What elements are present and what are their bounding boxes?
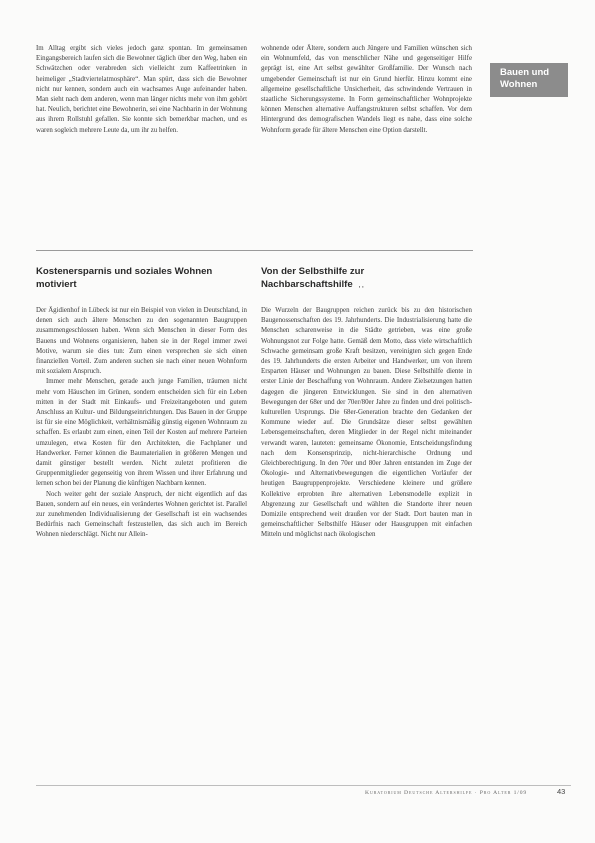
heading-text: Nachbarschaftshilfe [261, 278, 353, 290]
heading-line: Kostenersparnis und soziales Wohnen [36, 266, 213, 277]
section-heading-left [36, 266, 247, 291]
body-right-column [261, 306, 472, 541]
paragraph: wohnende oder Ältere, sondern auch Jüngere und Familien wünschen sich ein Wohnumfeld, das von menschlicher Nähe und gegenseitiger Hilfe geprägt ist, eine Art selbst gewählter Großfamilie. Der Wunsch nach umgebender Gemeinschaft ist nur ein Grund hierfür. Hinzu kommt eine allgemeine gesellschaftliche Unsicherheit, das schwindende Vertrauen in staatliche Sicherungssysteme. In Form gemeinschaftlicher Wohnprojekte können Menschen alternative Auffangstrukturen selbst schaffen. Vor dem Hintergrund des demografischen Wandels liegt es nahe, dass eine solche Wohnform gerade für ältere Menschen eine Option darstellt. [261, 45, 472, 134]
footer-divider [36, 785, 571, 786]
footer-source: Kuratorium Deutsche Altershilfe · Pro Alter 1/09 [365, 790, 528, 796]
stray-marks: ‚ ‚ [358, 282, 364, 289]
body-left-column [36, 306, 247, 541]
paragraph: Noch weiter geht der soziale Anspruch, der nicht eigentlich auf das Bauen, sondern auf ein neues, ein verändertes Wohnen gerichtet ist. Parallel zur zunehmenden Individualisierung der Gesellschaft ist ein wachsendes Bedürfnis nach Gemeinschaft festzustellen, das sich auch im Bereich Wohnen niederschlägt. Nicht nur Allein- [36, 490, 247, 539]
heading-line [261, 279, 472, 293]
paragraph: Im Alltag ergibt sich vieles jedoch ganz spontan. Im gemeinsamen Eingangsbereich laufen sich die Bewohner täglich über den Weg, haben ein Schwätzchen oder verabreden sich vielleicht zum Kaffeetrinken in heimeliger „Stadtviertelatmosphäre“. Man spürt, dass sich die Bewohner nicht nur kennen, sondern auch ein wachsames Auge aufeinander haben. Man sieht nach dem anderen, wenn man länger nichts mehr von ihm gehört hat. Neulich, berichtet eine Bewohnerin, sei eine Nachbarin in der Wohnung aus ihrem Rollstuhl gefallen. Sie konnte sich bemerkbar machen, und es waren sogleich mehrere Leute da, um ihr zu helfen. [36, 45, 247, 134]
section-tab [490, 63, 568, 97]
paragraph: Der Ägidienhof in Lübeck ist nur ein Beispiel von vielen in Deutschland, in denen sich auch ältere Menschen zu den sogenannten Baugruppen zusammengeschlossen haben. Wenn sich Menschen in dieser Form des Bauens und Wohnens organisieren, haben sie in der Regel immer zwei Motive, warum sie dies tun: Zum einen versprechen sie sich einen finanziellen Vorteil. Zum anderen suchen sie nach einer neuen Wohnform mit sozialem Anspruch. [36, 307, 247, 376]
heading-line: Von der Selbsthilfe zur [261, 266, 365, 277]
section-divider [36, 250, 473, 251]
top-right-column [261, 44, 472, 136]
section-tab-line-1: Bauen und [500, 67, 550, 78]
paragraph: Die Wurzeln der Baugruppen reichen zurück bis zu den historischen Baugenossenschaften des 19. Jahrhunderts. Die Industrialisierung hatte die Menschen scharenweise in die Städte getrieben, was eine große Wohnungsnot zur Folge hatte. Gemäß dem Motto, dass viele wirtschaftlich Schwache gemeinsam große Kraft besitzen, vereinigten sich gegen Ende des 19. Jahrhunderts die ersten Arbeiter und Handwerker, um von ihrem Ersparten Häuser und Wohnungen zu bauen. Diese Selbsthilfe diente in erster Linie der Beschaffung von Wohnraum. Andere Zielsetzungen hatten dagegen die jüngeren Entwicklungen. Sie sind in den alternativen Bewegungen der 68er und der 70er/80er Jahre zu finden und drei politisch-kulturellen Ursprungs. Die 68er-Generation brachte den Gedanken der Kommune wieder auf. Die Grundsätze dieser selbst gewählten Lebensgemeinschaften, deren Mitglieder in der Regel nicht miteinander verwandt waren, lauteten: gemeinsame Ökonomie, Entscheidungsfindung nach dem Konsensprinzip, nicht-hierarchische Ordnung und Gleichberechtigung. In den 70er und 80er Jahren entstanden im Zuge der Ökologie- und Alternativbewegungen die eigentlichen Vorläufer der heutigen Baugruppenprojekte. Verschiedene kleinere und größere Kollektive erprobten ihre alternativen Lebensmodelle explizit in Abgrenzung zur Gesellschaft und wählten die Standorte ihrer neuen Domizile entsprechend weit draußen vor der Stadt. Dort bauten man in gemeinschaftlicher Selbsthilfe Häuser oder Hausgruppen mit einfachen Mitteln und möglichst nach ökologischen [261, 307, 472, 539]
page-number: 43 [557, 787, 566, 796]
paragraph: Immer mehr Menschen, gerade auch junge Familien, träumen nicht mehr vom Häuschen im Grünen, sondern entscheiden sich für ein Leben mitten in der Stadt mit Einkaufs- und Freizeitangeboten und gutem Anschluss an Kultur- und Bildungseinrichtungen. Das Bauen in der Gruppe ist für sie eine Möglichkeit, verhältnismäßig günstig eigenen Wohnraum zu schaffen. Es erlaubt zum einen, einen Teil der Kosten auf mehrere Parteien umzulegen, etwa Kosten für den Architekten, die Fachplaner und Handwerker. Ferner können die Baumaterialien in größeren Mengen und damit günstiger bestellt werden. Nicht zuletzt profitieren die Gruppenmitglieder gegenseitig von ihrem Wissen und ihrer Erfahrung und lernen schon bei der Planung die künftigen Nachbarn kennen. [36, 378, 247, 488]
section-heading-right [261, 266, 472, 292]
heading-line: motiviert [36, 278, 77, 290]
top-left-column [36, 44, 247, 136]
section-tab-line-2: Wohnen [500, 79, 538, 90]
